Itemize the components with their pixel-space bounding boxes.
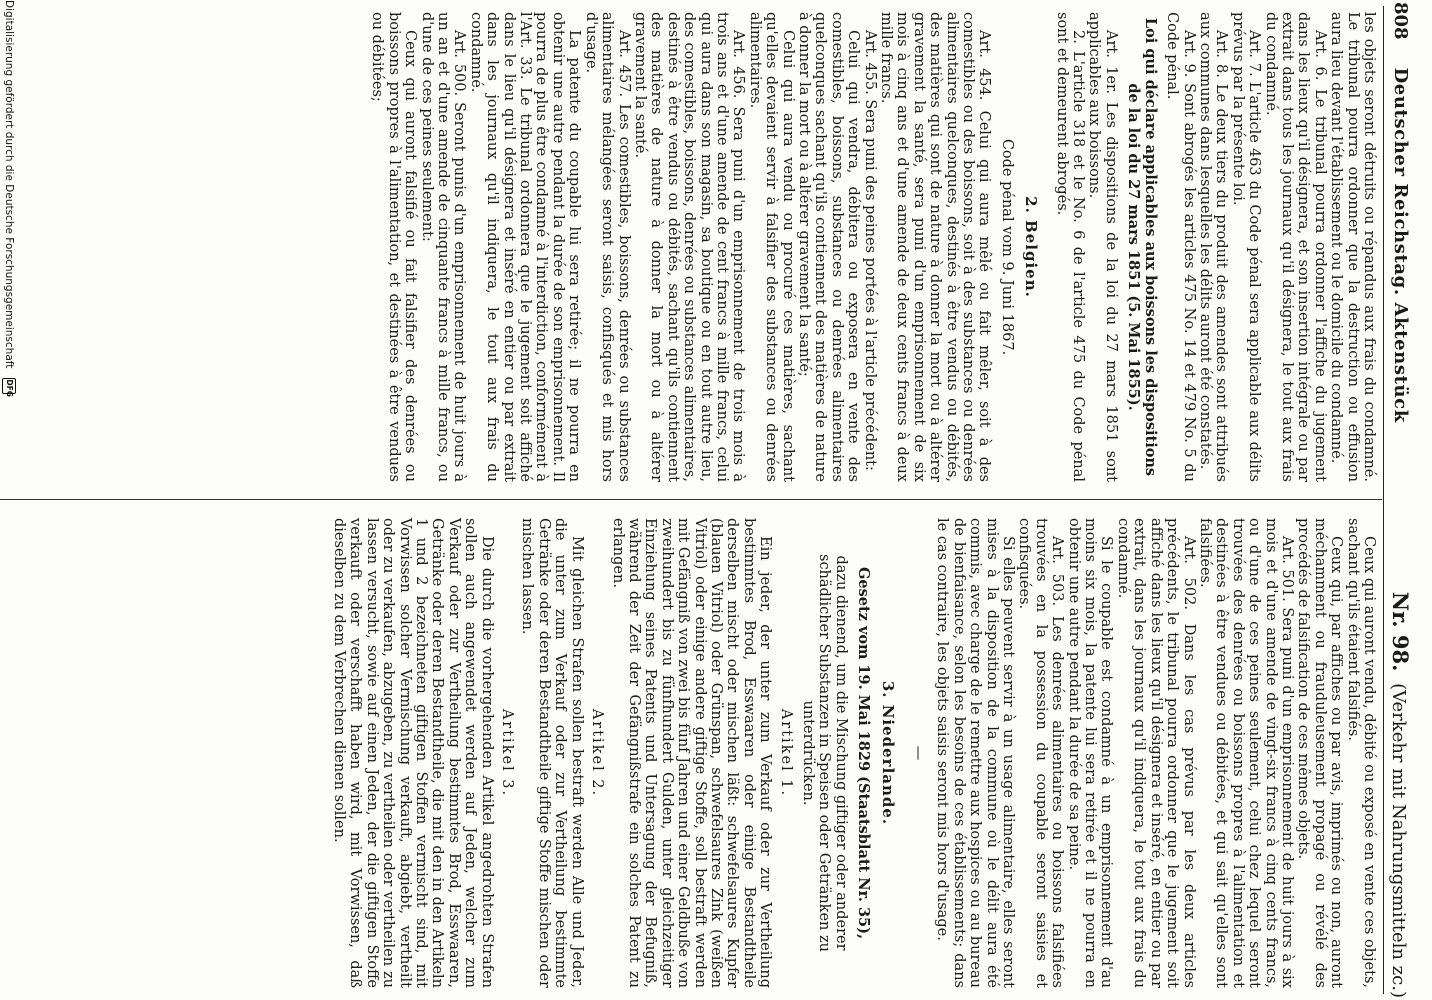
paragraph: Ceux qui auront falsifié ou fait falsifier des denrées ou boissons propres à l'alimentation, et destinées à être vendues ou débitées; <box>369 12 419 482</box>
paragraph: 2. L'article 318 et le No. 6 de l'article 475 du Code pénal sont et demeurent abrogés. <box>1053 12 1087 482</box>
page-number: 808 <box>1390 2 1412 40</box>
dfg-logo: DFG <box>2 378 16 394</box>
section-heading-belgium: 2. Belgien. <box>1022 196 1041 298</box>
paragraph: Art. 454. Celui qui aura mêlé ou fait mêler, soit à des comestibles ou des boissons, soit à des substances ou denrées alimentaires quelconques, destinés à être vendus ou débités, des matières qui sont de nature à donner la mort ou à altérer gravement la santé, sera puni d'un emprisonnement de six mois à cinq ans et d'une amende de deux cents francs à deux mille francs. <box>878 12 993 482</box>
paragraph: Si le coupable est condamné à un emprisonnement d'au moins six mois, la patente lui sera retirée et il ne pourra en obtenir une autre pendant la durée de sa peine. <box>1065 518 1115 988</box>
header-rule <box>1383 6 1384 994</box>
paragraph: La patente du coupable lui sera retirée; il ne pourra en obtenir une autre pendant la durée de son emprisonnement. Il pourra de plus être condamné à l'interdiction, conformément à l'Art. 33. Le tribunal ordonnera que le jugement soit affiché dans le lieu qu'il désignera et inséré en entier ou par extrait dans les journaux qu'il indiquera, le tout aux frais du condamné. <box>467 12 583 482</box>
header-title: Deutscher Reichstag. Aktenstück <box>1390 67 1412 423</box>
law-title: Loi qui déclare applicables aux boissons les dispositions de la loi du 27 mars 1851 (5. Mai 1855). <box>1125 17 1159 477</box>
paragraph: Art. 456. Sera puni d'un emprisonnement de trois mois à trois ans et d'une amende de cent francs à mille francs, celui qui aura dans son magasin, sa boutique ou en tout autre lieu, des comestibles, boissons, denrées ou substances alimentaires, destinés à être vendus ou débités, sachant qu'ils contiennent des matières de nature à donner la mort ou à altérer gravement la santé. <box>631 12 747 482</box>
paragraph: Ceux qui, par affiches ou par avis, imprimés ou non, auront méchamment ou frauduleusement propagé ou révélé des procédés de falsification de ces mêmes objets. <box>1295 518 1345 988</box>
article-heading: Artikel 1. <box>777 708 794 798</box>
code-title: Code pénal vom 9. Juni 1867. <box>998 138 1015 356</box>
section-separator: — <box>910 745 927 761</box>
paragraph: Art. 502. Dans les cas prévus par les deux articles précédents, le tribunal pourra ordonner que le jugement soit affiché dans les lieux qu'il désignera et inséré, en entier ou par extrait, dans les journaux qu'il indiquera, le tout aux frais du condamné. <box>1114 518 1197 988</box>
header-right <box>1389 592 1414 998</box>
header-topic: (Verkehr mit Nahrungsmitteln zc.) <box>1388 683 1410 998</box>
law-subtitle: dazu dienend, um die Mischung giftiger oder anderer schädlicher Substanzen in Speisen oder Getränken zu unterdrücken. <box>800 554 849 952</box>
column-divider <box>0 499 1382 500</box>
right-column <box>27 518 1377 988</box>
paragraph: les objets seront détruits ou répandus aux frais du condamné. Le tribunal pourra ordonner que la destruction ou effusion aura lieu devant l'établissement ou le domicile du condamné. <box>1328 12 1377 482</box>
paragraph: Art. 500. Seront punis d'un emprisonnement de huit jours à un an et d'une amende de cinquante francs à mille francs, ou d'une de ces peines seulement: <box>418 12 468 482</box>
digitization-credit <box>2 0 16 1000</box>
left-column <box>27 12 1377 482</box>
paragraph: Die durch die vorhergehenden Artikel angedrohten Strafen sollen auch angewendet werden auf Jeden, welcher zum Verkauf oder zur Vertheilung bestimmtes Brod, Esswaaren, Getränke oder deren Bestandtheile, die mit den in den Artikeln 1 und 2 bezeichneten giftigen Stoffen vermischt sind, mit Vorwissen solcher Vermischung verkauft, abgiebt, vertheilt oder zu verkaufen, abzugeben, zu vertheilen oder vertheilen zu lassen versucht, sowie auf einen Jeden, der die giftigen Stoffe verkauft oder verschafft haben wird, mit Vorwissen, daß dieselben zu dem Verbrechen dienen sollen. <box>331 518 495 988</box>
paragraph: Art. 457. Les comestibles, boissons, denrées ou substances alimentaires mélangées seront saisis, confisqués et mis hors d'usage. <box>582 12 632 482</box>
paragraph: Celui qui vendra, débitera ou exposera en vente des comestibles, boissons, substances ou denrées alimentaires quelconques sachant qu'ils contiennent des matières de nature à donner la mort ou à altérer gravement la santé; <box>796 12 862 482</box>
paragraph: Art. 455. Sera puni des peines portées à l'article précédent: <box>861 30 878 471</box>
paragraph: Si elles peuvent servir à un usage alimentaire, elles seront mises à la disposition de la commune où le délit aura été commis, avec charge de le remettre aux hospices ou au bureau de bienfaisance, selon les besoins de ces établissements; dans le cas contraire, les objets saisis seront mis hors d'usage. <box>934 518 1017 988</box>
article-heading: Artikel 2. <box>589 708 606 798</box>
paragraph: Art. 1er. Les dispositions de la loi du 27 mars 1851 sont applicables aux boissons. <box>1086 12 1119 482</box>
paragraph: Art. 501. Sera puni d'un emprisonnement de huit jours à six mois et d'une amende de vingt-six francs à cinq cents francs, ou d'une de ces peines seulement, celui chez lequel seront trouvées des denrées ou boissons propres à l'alimentation et destinées à être vendues ou débitées, et qui sait qu'elles sont falsifiées. <box>1196 518 1295 988</box>
paragraph: Ein jeder, der unter zum Verkauf oder zur Vertheilung bestimmtes Brod, Esswaaren oder einige Bestandtheile derselben mischt oder mischen läßt: schwefelsaures Kupfer (blauen Vitriol) oder Grünspan, schwefelsaures Zink (weißen Vitriol) oder einige andere giftige Stoffe, soll bestraft werden mit Gefängniß von zwei bis fünf Jahren und einer Geldbuße von zweihundert bis zu fünfhundert Gulden, unter gleichzeitiger Einziehung seines Patents und Untersagung der Befugniß, während der Zeit der Gefängnißstrafe ein solches Patent zu erlangen. <box>609 518 774 988</box>
paragraph: Art. 8. Le deux tiers du produit des amendes sont attribués aux communes dans lesquelles les délits auront été constatés. <box>1196 12 1230 482</box>
paragraph: Art. 7. L'article 463 du Code pénal sera applicable aux délits prévus par la présente loi. <box>1229 12 1263 482</box>
paragraph: Art. 503. Les denrées alimentaires ou boissons falsifiées trouvées en la possession du coupable seront saisies et confisquées. <box>1016 518 1066 988</box>
section-heading-netherlands: 3. Niederlande. <box>878 680 897 826</box>
article-heading: Artikel 3. <box>499 708 516 798</box>
document-number: Nr. 98. <box>1388 591 1414 672</box>
running-header <box>1388 2 1414 998</box>
paragraph: Mit gleichen Strafen sollen bestraft werden Alle und Jeder, die unter zum Verkauf oder zur Vertheilung bestimmte Getränke oder deren Bestandtheile giftige Stoffe mischen oder mischen lassen. <box>519 518 585 988</box>
paragraph: Ceux qui auront vendu, débité ou exposé en vente ces objets, sachant qu'ils étaient falsifiés. <box>1344 518 1377 988</box>
paragraph: Celui qui aura vendu ou procuré ces matières, sachant qu'elles devaient servir à falsifier des substances ou denrées alimentaires. <box>746 12 796 482</box>
law-title: Gesetz vom 19. Mai 1829 (Staatsblatt Nr. 35), <box>855 566 873 940</box>
paragraph: Art. 9. Sont abrogés les articles 475 No. 14 et 479 No. 5 du Code pénal. <box>1164 12 1197 482</box>
credit-text: Digitalisierung gefördert durch die Deutsche Forschungsgemeinschaft <box>3 0 15 369</box>
paragraph: Art. 6. Le tribunal pourra ordonner l'affiche du jugement dans les lieux qu'il désignera, et son insertion intégrale ou par extrait dans tous les journaux qu'il désignera, le tout aux frais du condamné. <box>1262 12 1328 482</box>
